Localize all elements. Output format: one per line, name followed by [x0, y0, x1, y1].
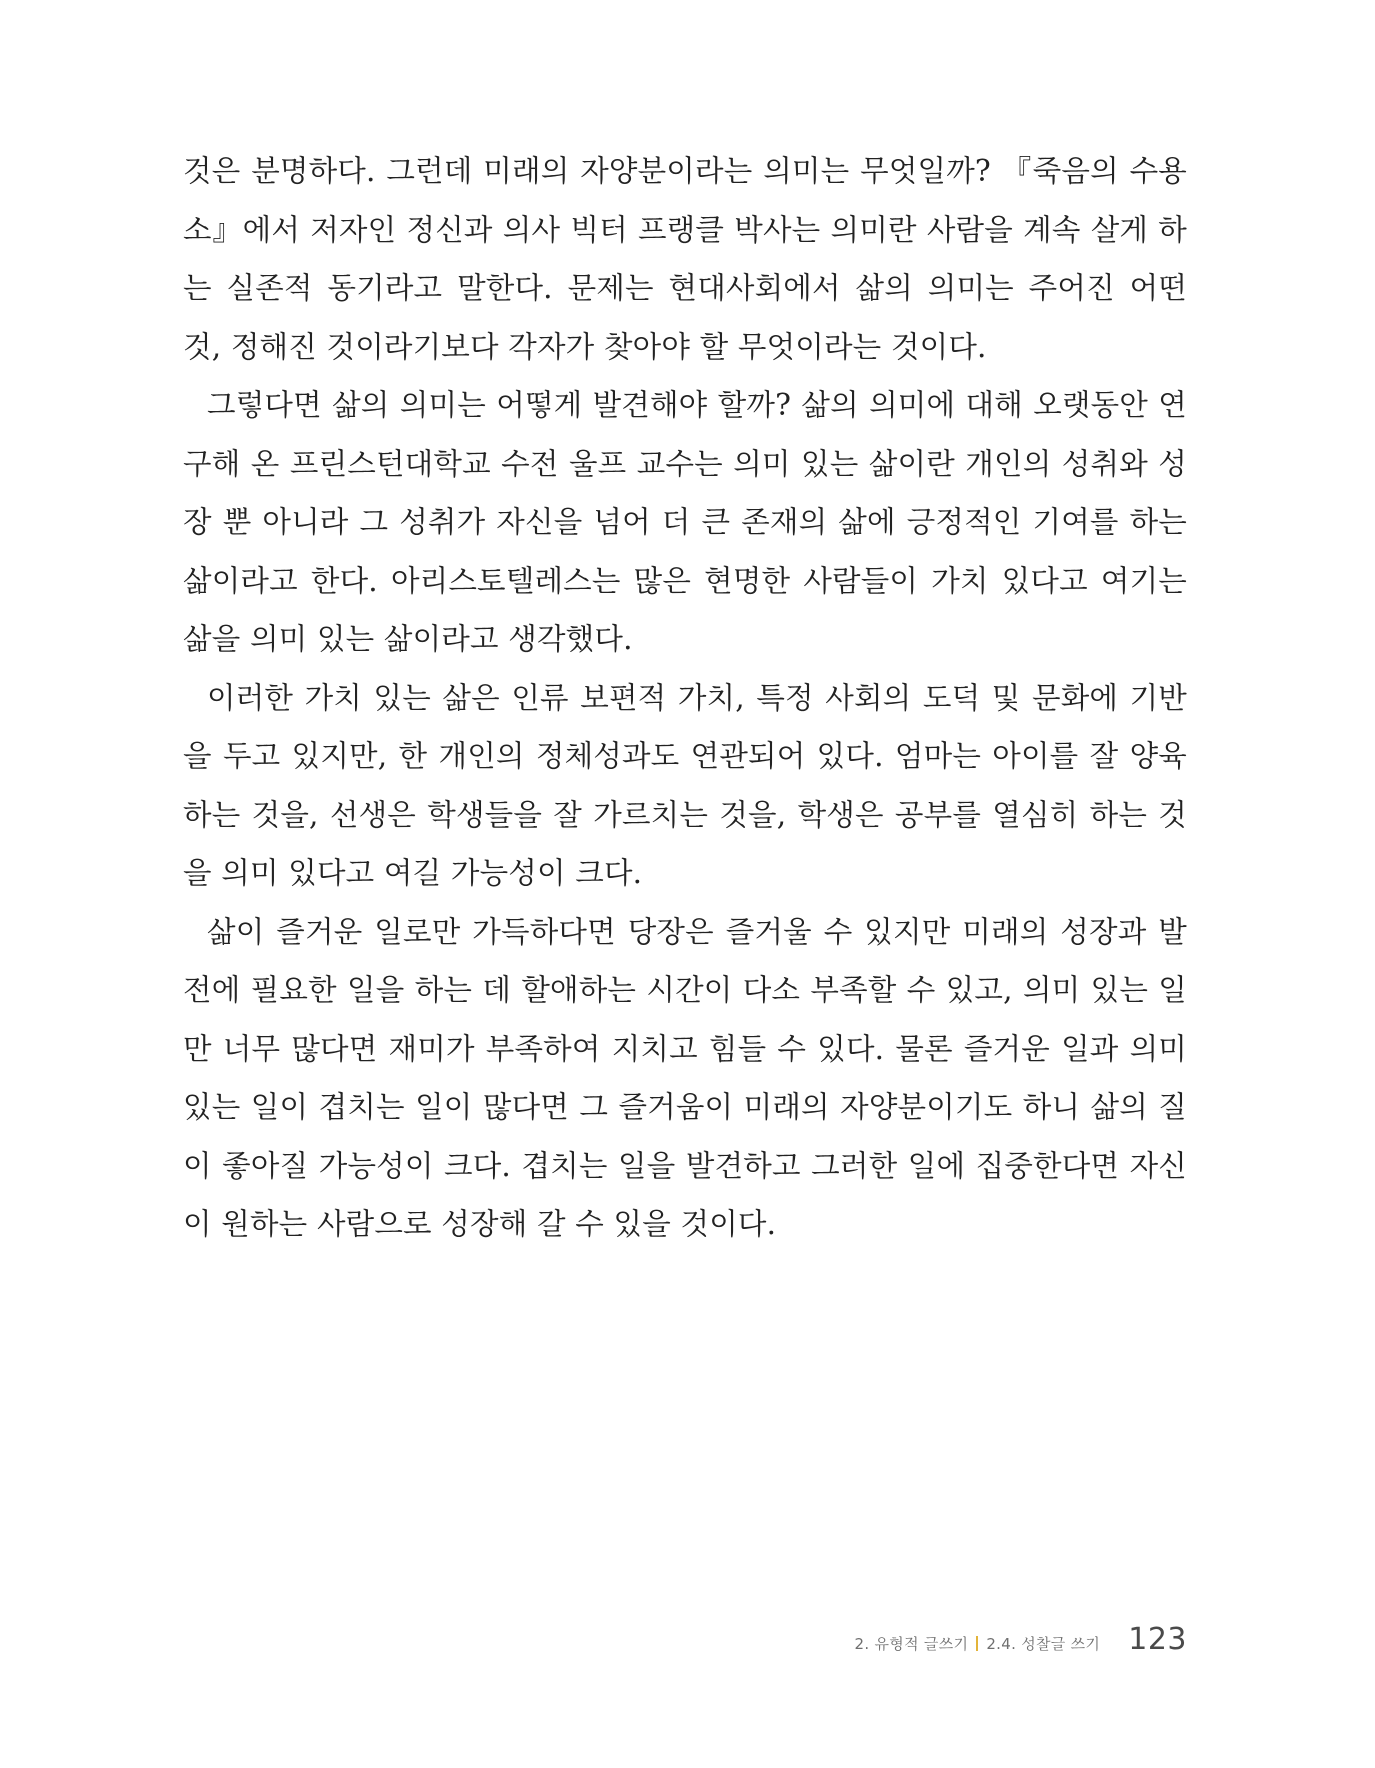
paragraph-1: 것은 분명하다. 그런데 미래의 자양분이라는 의미는 무엇일까? 『죽음의 수용소』에서 저자인 정신과 의사 빅터 프랭클 박사는 의미란 사람을 계속 살게 하는 실존적 동기라고 말한다. 문제는 현대사회에서 삶의 의미는 주어진 어떤 것, 정해진 것이라기보다 각자가 찾아야 할 무엇이라는 것이다. [183, 154, 1187, 364]
paragraph-4: 삶이 즐거운 일로만 가득하다면 당장은 즐거울 수 있지만 미래의 성장과 발전에 필요한 일을 하는 데 할애하는 시간이 다소 부족할 수 있고, 의미 있는 일만 너무 많다면 재미가 부족하여 지치고 힘들 수 있다. 물론 즐거운 일과 의미 있는 일이 겹치는 일이 많다면 그 즐거움이 미래의 자양분이기도 하니 삶의 질이 좋아질 가능성이 크다. 겹치는 일을 발견하고 그러한 일에 집중한다면 자신이 원하는 사람으로 성장해 갈 수 있을 것이다. [183, 914, 1187, 1241]
page-number: 123 [1128, 1622, 1187, 1657]
paragraph-3: 이러한 가치 있는 삶은 인류 보편적 가치, 특정 사회의 도덕 및 문화에 기반을 두고 있지만, 한 개인의 정체성과도 연관되어 있다. 엄마는 아이를 잘 양육하는 것을, 선생은 학생들을 잘 가르치는 것을, 학생은 공부를 열심히 하는 것을 의미 있다고 여길 가능성이 크다. [183, 680, 1187, 890]
footer-section-label: 2.4. 성찰글 쓰기 [986, 1635, 1101, 1653]
footer-chapter-label: 2. 유형적 글쓰기 [854, 1635, 969, 1653]
paragraph-2: 그렇다면 삶의 의미는 어떻게 발견해야 할까? 삶의 의미에 대해 오랫동안 연구해 온 프린스턴대학교 수전 울프 교수는 의미 있는 삶이란 개인의 성취와 성장 뿐 아니라 그 성취가 자신을 넘어 더 큰 존재의 삶에 긍정적인 기여를 하는 삶이라고 한다. 아리스토텔레스는 많은 현명한 사람들이 가치 있다고 여기는 삶을 의미 있는 삶이라고 생각했다. [183, 388, 1187, 656]
page-footer [855, 1622, 1187, 1657]
footer-separator [976, 1636, 978, 1651]
page-body [183, 142, 1187, 1254]
